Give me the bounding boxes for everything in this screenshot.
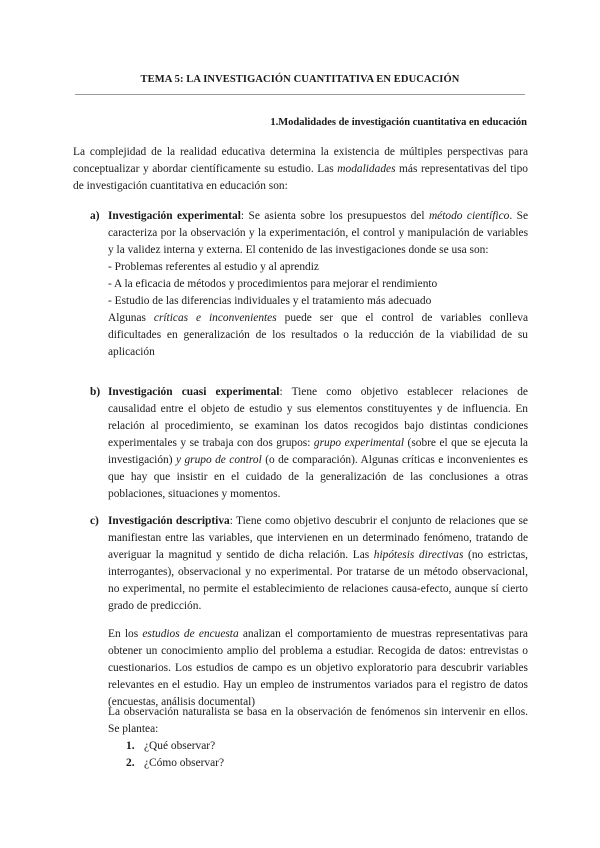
question-list <box>126 738 224 772</box>
item-term: Investigación cuasi experimental <box>108 386 280 398</box>
list-line: - A la eficacia de métodos y procedimientos para mejorar el rendimiento <box>108 278 438 290</box>
intro-emphasis: modalidades <box>337 163 396 175</box>
list-line: - Estudio de las diferencias individuales y el tratamiento más adecuado <box>108 295 432 307</box>
question-item: 1. ¿Qué observar? <box>126 740 216 752</box>
document-title: TEMA 5: LA INVESTIGACIÓN CUANTITATIVA EN EDUCACIÓN <box>140 74 460 85</box>
item-marker: a) <box>90 210 100 222</box>
item-paragraph: Investigación descriptiva: Tiene como objetivo descubrir el conjunto de relaciones que se manifiestan entre las variables, que intervienen en un determinado fenómeno, tratando de averiguar la magnitud y sentido de dicha relación. Las hipótesis directivas (no estrictas, interrogantes), observacional y no experimental. Por tratarse de un método observacional, no experimental, no permite el establecimiento de relaciones causa-efecto, aunque sí cierto grado de predicción. <box>108 515 529 612</box>
header-divider <box>75 94 525 95</box>
item-paragraph: Investigación cuasi experimental: Tiene como objetivo establecer relaciones de causalidad entre el objeto de estudio y sus elementos constituyentes y de influencia. En relación al procedimiento, se examinan los datos recogidos bajo distintas condiciones experimentales y se trabaja con dos grupos: grupo experimental (sobre el que se ejecuta la investigación) y grupo de control (o de comparación). Algunas críticas e inconvenientes es que hay que insistir en el cuidado de la generalización de las conclusiones a otras poblaciones, situaciones y momentos. <box>108 386 528 500</box>
item-marker: b) <box>90 386 101 398</box>
problem-list <box>108 259 528 310</box>
question-item: 2. ¿Cómo observar? <box>126 757 225 769</box>
intro-paragraph: La complejidad de la realidad educativa determina la existencia de múltiples perspectivas para conceptualizar y abordar científicamente su estudio. Las modalidades más representativas del tipo de investigación cuantitativa en educación son: <box>73 146 529 192</box>
naturalist-observation-paragraph: La observación naturalista se basa en la observación de fenómenos sin intervenir en ellos. Se plantea: <box>108 706 528 735</box>
item-term: Investigación experimental <box>108 210 241 222</box>
item-marker: c) <box>90 515 99 527</box>
survey-studies-paragraph: En los estudios de encuesta analizan el comportamiento de muestras representativas para obtener un conocimiento amplio del problema a estudiar. Recogida de datos: entrevistas o cuestionarios. Los estudios de campo es un objetivo exploratorio para descubrir variables relevantes en el estudio. Hay un empleo de instrumentos variados para el registro de datos (encuestas, análisis documental) <box>108 628 528 708</box>
item-paragraph: Algunas críticas e inconvenientes puede ser que el control de variables conlleva dificultades en generalización de los resultados o la reducción de la viabilidad de su aplicación <box>108 312 528 358</box>
section-heading: 1.Modalidades de investigación cuantitativa en educación <box>270 117 527 128</box>
item-term: Investigación descriptiva <box>108 515 230 527</box>
item-paragraph: Investigación experimental: Se asienta sobre los presupuestos del método científico. Se caracteriza por la observación y la experimentación, el control y manipulación de variables y la validez interna y externa. El contenido de las investigaciones donde se usa son: <box>108 210 529 256</box>
list-line: - Problemas referentes al estudio y al aprendiz <box>108 261 319 273</box>
